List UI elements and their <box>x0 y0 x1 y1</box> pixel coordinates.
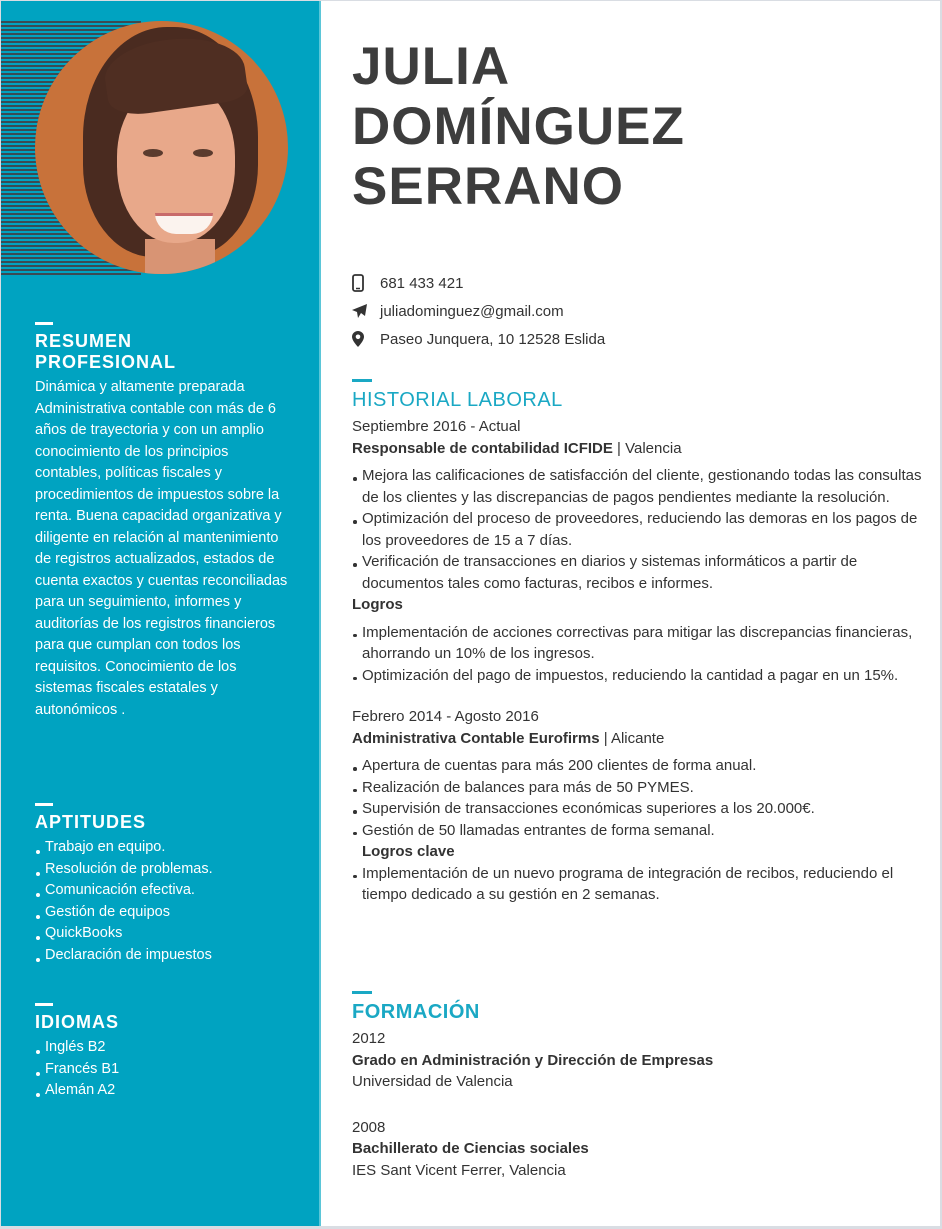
achievement-item: Implementación de un nuevo programa de integración de recibos, reduciendo el tiempo dedicado a su gestión en 2 semanas. <box>352 863 922 906</box>
photo-neck <box>145 239 215 274</box>
languages-section <box>35 1003 295 1102</box>
job-bullet: Apertura de cuentas para más 200 clientes de forma anual. <box>352 755 922 777</box>
name-line: DOMÍNGUEZ <box>352 97 685 156</box>
skills-title: APTITUDES <box>35 812 147 832</box>
education-school: IES Sant Vicent Ferrer, Valencia <box>352 1161 566 1179</box>
skill-item: QuickBooks <box>35 923 295 945</box>
education-title: FORMACIÓN <box>352 1001 480 1023</box>
achievements-list <box>352 863 922 906</box>
summary-title <box>35 331 295 373</box>
job-header <box>352 438 922 460</box>
skills-section <box>35 803 295 966</box>
education-year: 2008 <box>352 1118 386 1136</box>
job-location: Alicante <box>610 729 665 747</box>
job-separator: | <box>599 729 611 747</box>
job-header <box>352 728 922 750</box>
phone-text: 681 433 421 <box>380 274 464 292</box>
achievements-title: Logros clave <box>362 843 455 860</box>
achievement-item: Implementación de acciones correctivas para mitigar las discrepancias financieras, ahorrando un 10% de los ingresos. <box>352 622 922 665</box>
summary-title-line: PROFESIONAL <box>35 352 177 372</box>
name-line: SERRANO <box>352 157 625 216</box>
job-role: Administrativa Contable Eurofirms <box>352 729 600 747</box>
languages-title: IDIOMAS <box>35 1012 120 1032</box>
address-text: Paseo Junquera, 10 12528 Eslida <box>380 330 606 348</box>
job-bullet: Verificación de transacciones en diarios y sistemas informáticos a partir de documentos tales como facturas, recibos e informes. <box>352 551 922 594</box>
section-dash <box>352 379 372 382</box>
education-degree: Bachillerato de Ciencias sociales <box>352 1140 589 1157</box>
education-year: 2012 <box>352 1030 386 1047</box>
job-dates: Febrero 2014 - Agosto 2016 <box>352 708 539 725</box>
contact-email <box>352 297 605 325</box>
skill-item: Declaración de impuestos <box>35 945 295 967</box>
job-bullet: Realización de balances para más de 50 PYMES. <box>352 777 922 799</box>
job-bullet: Optimización del proceso de proveedores, reduciendo las demoras en los pagos de los proveedores de 15 a 7 días. <box>352 508 922 551</box>
job-bullet: Supervisión de transacciones económicas superiores a los 20.000€. <box>352 798 922 820</box>
achievements-title: Logros <box>352 596 403 613</box>
paper-plane-icon <box>352 304 380 318</box>
achievements-list <box>352 622 922 687</box>
job-separator: | <box>612 439 626 457</box>
skill-item: Gestión de equipos <box>35 902 295 924</box>
achievement-item: Optimización del pago de impuestos, reduciendo la cantidad a pagar en un 15%. <box>352 665 922 687</box>
contact-address <box>352 325 605 353</box>
section-dash <box>352 991 372 994</box>
job-bullets <box>352 755 922 841</box>
contact-phone <box>352 269 605 297</box>
languages-list <box>35 1037 295 1102</box>
phone-icon <box>352 274 380 292</box>
work-history-title: HISTORIAL LABORAL <box>352 389 563 411</box>
summary-title-line: RESUMEN <box>35 331 133 351</box>
sidebar-edge <box>319 1 321 1226</box>
photo-eye <box>143 149 163 157</box>
work-history-section <box>352 379 922 906</box>
education-degree: Grado en Administración y Dirección de Empresas <box>352 1051 714 1069</box>
name-line: JULIA <box>352 37 511 96</box>
job-role: Responsable de contabilidad ICFIDE <box>352 439 613 457</box>
section-dash <box>35 1003 53 1006</box>
skill-item: Resolución de problemas. <box>35 859 295 881</box>
section-dash <box>35 803 53 806</box>
resume-page <box>1 1 940 1226</box>
language-item: Inglés B2 <box>35 1037 295 1059</box>
job-dates: Septiembre 2016 - Actual <box>352 418 521 435</box>
sidebar <box>1 1 319 1226</box>
section-dash <box>35 322 53 325</box>
job-entry <box>352 416 922 686</box>
location-pin-icon <box>352 331 380 347</box>
summary-text: Dinámica y altamente preparada Administrativa contable con más de 6 años de trayectoria y con un amplio conocimiento de los principios contables, políticas fiscales y procedimientos de impuestos sobre la renta. Buena capacidad organizativa y diligente en relación al mantenimiento de registros actualizados, estados de cuenta exactos y cuentas reconciliadas para un seguimiento, informes y auditorías de los registros financieros para que cumplan con todos los requisitos. Conocimiento de los sistemas fiscales estatales y autonómicos . <box>35 379 288 718</box>
education-school: Universidad de Valencia <box>352 1073 513 1090</box>
job-entry <box>352 706 922 906</box>
photo-eye <box>193 149 213 157</box>
skill-item: Trabajo en equipo. <box>35 837 295 859</box>
skill-item: Comunicación efectiva. <box>35 880 295 902</box>
language-item: Alemán A2 <box>35 1080 295 1102</box>
language-item: Francés B1 <box>35 1059 295 1081</box>
job-bullets <box>352 465 922 594</box>
profile-photo <box>35 21 288 274</box>
email-link[interactable]: juliadominguez@gmail.com <box>380 302 564 320</box>
person-name <box>352 37 685 217</box>
education-entry <box>352 1117 922 1182</box>
education-section <box>352 991 922 1181</box>
job-bullet: Gestión de 50 llamadas entrantes de forma semanal. <box>352 820 922 842</box>
job-bullet: Mejora las calificaciones de satisfacción del cliente, gestionando todas las consultas de los clientes y las discrepancias de pagos pendientes mediante la resolución. <box>352 465 922 508</box>
education-entry <box>352 1028 922 1093</box>
contact-block <box>352 269 605 353</box>
summary-section <box>35 322 295 721</box>
skills-list <box>35 837 295 966</box>
job-location: Valencia <box>625 439 682 457</box>
